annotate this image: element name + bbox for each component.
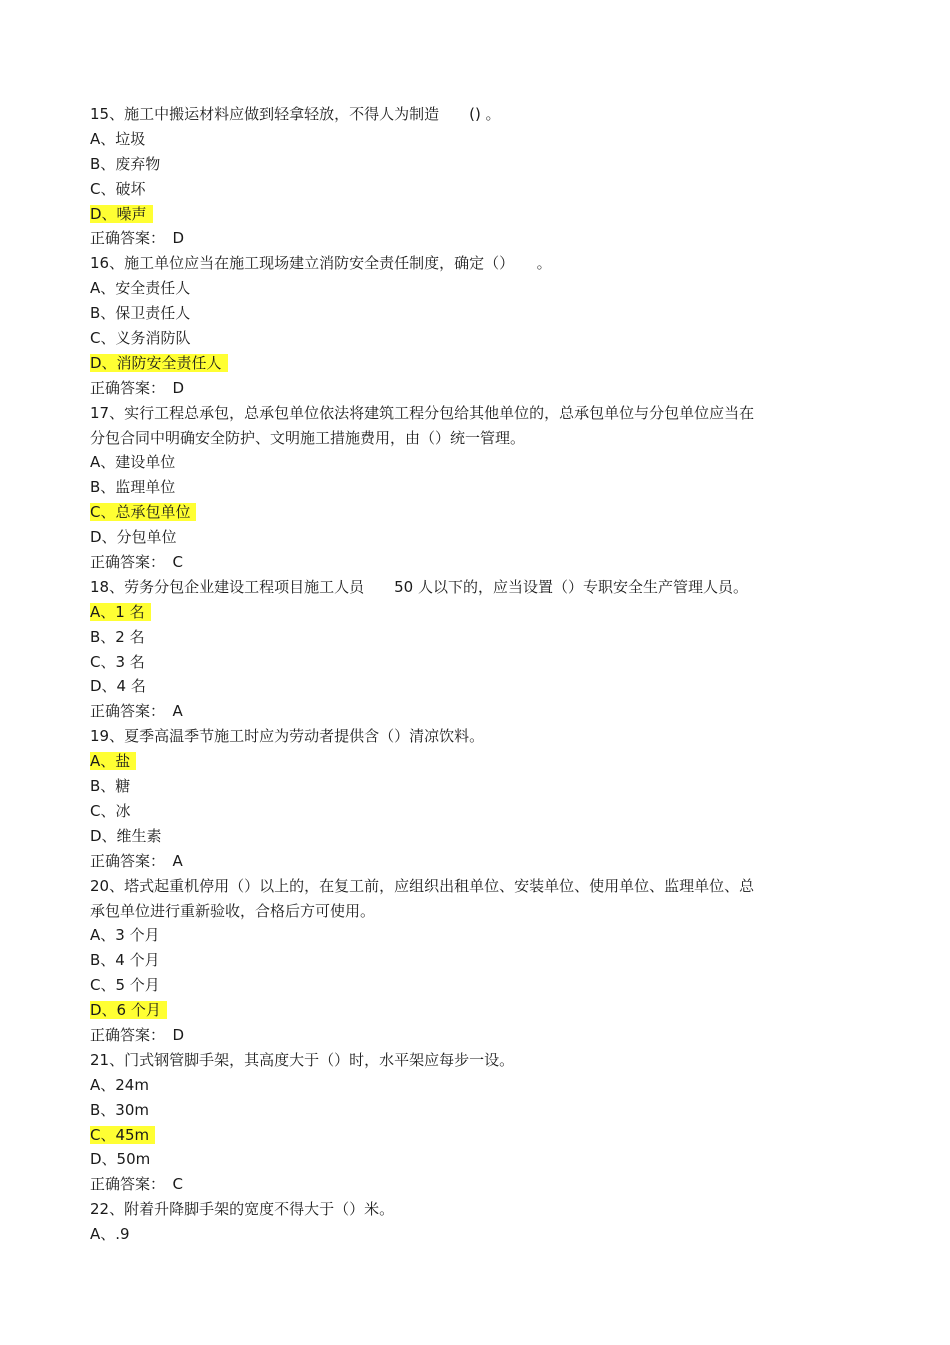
text-line [90, 177, 810, 202]
text-line [90, 674, 810, 699]
line-text: C、破坏 [90, 179, 146, 198]
line-text: 正确答案： A [90, 702, 183, 721]
text-line [90, 1023, 810, 1048]
line-text: B、糖 [90, 777, 131, 796]
text-line [90, 1172, 810, 1197]
line-text: B、废弃物 [90, 154, 161, 173]
text-line [90, 874, 810, 899]
line-text: A、建设单位 [90, 453, 176, 472]
line-text: 19、夏季高温季节施工时应为劳动者提供含（）清凉饮料。 [90, 727, 485, 746]
line-text: A、.9 [90, 1225, 130, 1244]
text-line [90, 1098, 810, 1123]
text-line [90, 575, 810, 600]
line-text: A、盐 [90, 752, 136, 770]
text-line [90, 799, 810, 824]
line-text: B、2 名 [90, 627, 145, 646]
line-text: B、30m [90, 1100, 149, 1119]
line-text: 正确答案： C [90, 553, 183, 572]
text-line [90, 301, 810, 326]
text-line [90, 550, 810, 575]
line-text: D、50m [90, 1150, 151, 1169]
text-line [90, 426, 810, 451]
text-line [90, 948, 810, 973]
line-text: 正确答案： D [90, 229, 185, 248]
line-text: 分包合同中明确安全防护、文明施工措施费用，由（）统一管理。 [90, 428, 526, 447]
line-text: B、4 个月 [90, 951, 160, 970]
text-line [90, 127, 810, 152]
document-body [90, 102, 810, 1247]
line-text: A、3 个月 [90, 926, 160, 945]
line-text: 正确答案： A [90, 851, 183, 870]
text-line [90, 625, 810, 650]
line-text: D、维生素 [90, 826, 162, 845]
line-text: A、24m [90, 1075, 149, 1094]
highlighted-answer-line [90, 1123, 810, 1148]
text-line [90, 973, 810, 998]
line-text: C、义务消防队 [90, 329, 191, 348]
line-text: A、安全责任人 [90, 279, 191, 298]
text-line [90, 724, 810, 749]
line-text: 承包单位进行重新验收，合格后方可使用。 [90, 901, 376, 920]
highlighted-answer-line [90, 600, 810, 625]
text-line [90, 923, 810, 948]
highlighted-answer-line [90, 202, 810, 227]
text-line [90, 1222, 810, 1247]
line-text: C、总承包单位 [90, 503, 196, 521]
line-text: C、冰 [90, 801, 131, 820]
text-line [90, 849, 810, 874]
text-line [90, 475, 810, 500]
text-line [90, 251, 810, 276]
text-line [90, 774, 810, 799]
text-line [90, 525, 810, 550]
line-text: C、5 个月 [90, 976, 160, 995]
text-line [90, 276, 810, 301]
line-text: 21、门式钢管脚手架，其高度大于（）时，水平架应每步一设。 [90, 1050, 515, 1069]
line-text: A、垃圾 [90, 129, 146, 148]
text-line [90, 401, 810, 426]
line-text: B、保卫责任人 [90, 304, 191, 323]
line-text: D、分包单位 [90, 528, 177, 547]
highlighted-answer-line [90, 998, 810, 1023]
text-line [90, 899, 810, 924]
line-text: 22、附着升降脚手架的宽度不得大于（）米。 [90, 1200, 395, 1219]
line-text: 正确答案： D [90, 378, 185, 397]
line-text: B、监理单位 [90, 478, 176, 497]
line-text: A、1 名 [90, 603, 151, 621]
highlighted-answer-line [90, 500, 810, 525]
text-line [90, 1048, 810, 1073]
line-text: 15、施工中搬运材料应做到轻拿轻放，不得人为制造 () 。 [90, 105, 501, 123]
line-text: 正确答案： D [90, 1025, 185, 1044]
text-line [90, 699, 810, 724]
line-text: D、噪声 [90, 205, 153, 223]
text-line [90, 450, 810, 475]
text-line [90, 1197, 810, 1222]
line-text: 17、实行工程总承包，总承包单位依法将建筑工程分包给其他单位的，总承包单位与分包单位应当在 [90, 403, 755, 422]
line-text: D、4 名 [90, 677, 146, 696]
text-line [90, 824, 810, 849]
text-line [90, 376, 810, 401]
line-text: 20、塔式起重机停用（）以上的，在复工前，应组织出租单位、安装单位、使用单位、监理单位、总 [90, 876, 755, 895]
text-line [90, 226, 810, 251]
line-text: 正确答案： C [90, 1175, 183, 1194]
text-line [90, 326, 810, 351]
highlighted-answer-line [90, 351, 810, 376]
line-text: 18、劳务分包企业建设工程项目施工人员 50 人以下的，应当设置（）专职安全生产管理人员。 [90, 577, 748, 596]
line-text: D、消防安全责任人 [90, 354, 228, 372]
highlighted-answer-line [90, 749, 810, 774]
text-line [90, 152, 810, 177]
line-text: D、6 个月 [90, 1001, 167, 1019]
text-line [90, 650, 810, 675]
line-text: 16、施工单位应当在施工现场建立消防安全责任制度，确定（） 。 [90, 254, 552, 273]
text-line [90, 1147, 810, 1172]
text-line [90, 1073, 810, 1098]
line-text: C、45m [90, 1126, 155, 1144]
text-line [90, 102, 810, 127]
line-text: C、3 名 [90, 652, 145, 671]
